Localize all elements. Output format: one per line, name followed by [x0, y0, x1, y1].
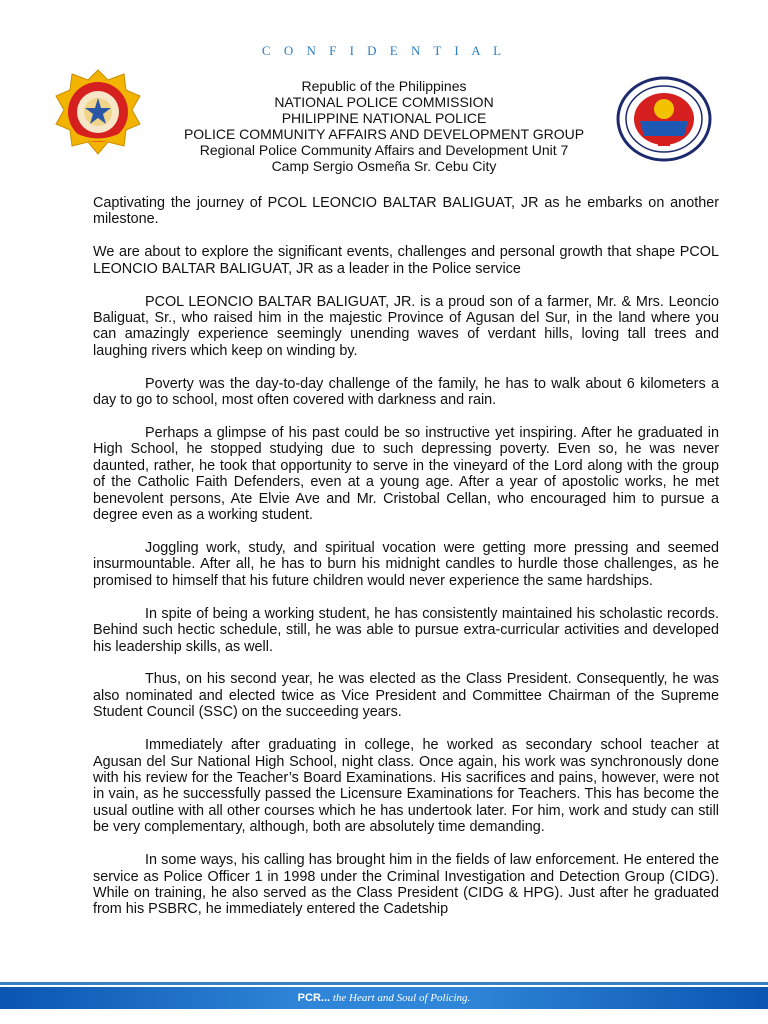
footer-banner	[0, 987, 768, 1009]
paragraph: Thus, on his second year, he was elected as the Class President. Consequently, he was also nominated and elected twice as Vice President and Committee Chairman of the Supreme Student Council (SSC) on the succeeding years.	[93, 671, 719, 721]
paragraph: Poverty was the day-to-day challenge of the family, he has to walk about 6 kilometers a day to go to school, most often covered with darkness and rain.	[93, 375, 719, 409]
footer-tagline: the Heart and Soul of Policing.	[330, 992, 471, 1004]
letterhead	[0, 78, 768, 174]
header-line-rpcadu7: Regional Police Community Affairs and Development Unit 7	[199, 142, 569, 158]
header-line-pnp: PHILIPPINE NATIONAL POLICE	[281, 110, 487, 126]
paragraph: Joggling work, study, and spiritual vocation were getting more pressing and seemed insurmountable. After all, he has to burn his midnight candles to hurdle those challenges, as he promised to himself that his future children would never experience the same hardships.	[93, 540, 719, 589]
footer-rule	[0, 982, 768, 985]
paragraph: In some ways, his calling has brought him in the fields of law enforcement. He entered the service as Police Officer 1 in 1998 under the Criminal Investigation and Detection Group (CIDG). While on training, he also served as the Class President (CIDG & HPG). Just after he graduated from his PSBRC, he immediately entered the Cadetship	[93, 852, 719, 918]
paragraph: Immediately after graduating in college, he worked as secondary school teacher at Agusan del Sur National High School, night class. Once again, his work was synchronously done with his review for the Teacher’s Board Examinations. His sacrifices and pains, however, were not in vain, as he successfully passed the Licensure Examinations for Teachers. This has become the usual outline with all other courses which he has undertook later. For him, work and study can still be very complementary, although, both are absolutely time demanding.	[93, 737, 719, 836]
paragraph: We are about to explore the significant events, challenges and personal growth that shape PCOL LEONCIO BALTAR BALIGUAT, JR as a leader in the Police service	[93, 244, 719, 277]
confidential-label: C O N F I D E N T I A L	[261, 43, 507, 58]
header-line-napolcom: NATIONAL POLICE COMMISSION	[274, 94, 494, 110]
header-line-republic: Republic of the Philippines	[301, 78, 467, 94]
footer-brand: PCR...	[297, 992, 331, 1004]
paragraph: Perhaps a glimpse of his past could be so instructive yet inspiring. After he graduated in High School, he stopped studying due to such depressing poverty. Even so, he was never daunted, rather, he took that opportunity to serve in the vineyard of the Lord along with the group of the Catholic Faith Defenders, even at a young age. After a year of apostolic works, he met benevolent persons, Ate Elvie Ave and Mr. Cristobal Cellan, who encouraged him to pursue a degree even as a working student.	[93, 425, 719, 524]
header-line-pcadg: POLICE COMMUNITY AFFAIRS AND DEVELOPMENT GROUP	[183, 126, 585, 142]
paragraph: PCOL LEONCIO BALTAR BALIGUAT, JR. is a proud son of a farmer, Mr. & Mrs. Leoncio Baliguat, Sr., who raised him in the majestic Province of Agusan del Sur, in the land where you can amazingly experience seemingly unending waves of verdant hills, loving tall trees and laughing rivers which keep on winding by.	[93, 293, 719, 359]
document-body	[93, 195, 719, 934]
header-line-camp: Camp Sergio Osmeña Sr. Cebu City	[271, 158, 497, 174]
paragraph: In spite of being a working student, he has consistently maintained his scholastic records. Behind such hectic schedule, still, he was able to pursue extra-curricular activities and developed his leadership skills, as well.	[93, 605, 719, 655]
paragraph: Captivating the journey of PCOL LEONCIO BALTAR BALIGUAT, JR as he embarks on another milestone.	[93, 195, 719, 228]
